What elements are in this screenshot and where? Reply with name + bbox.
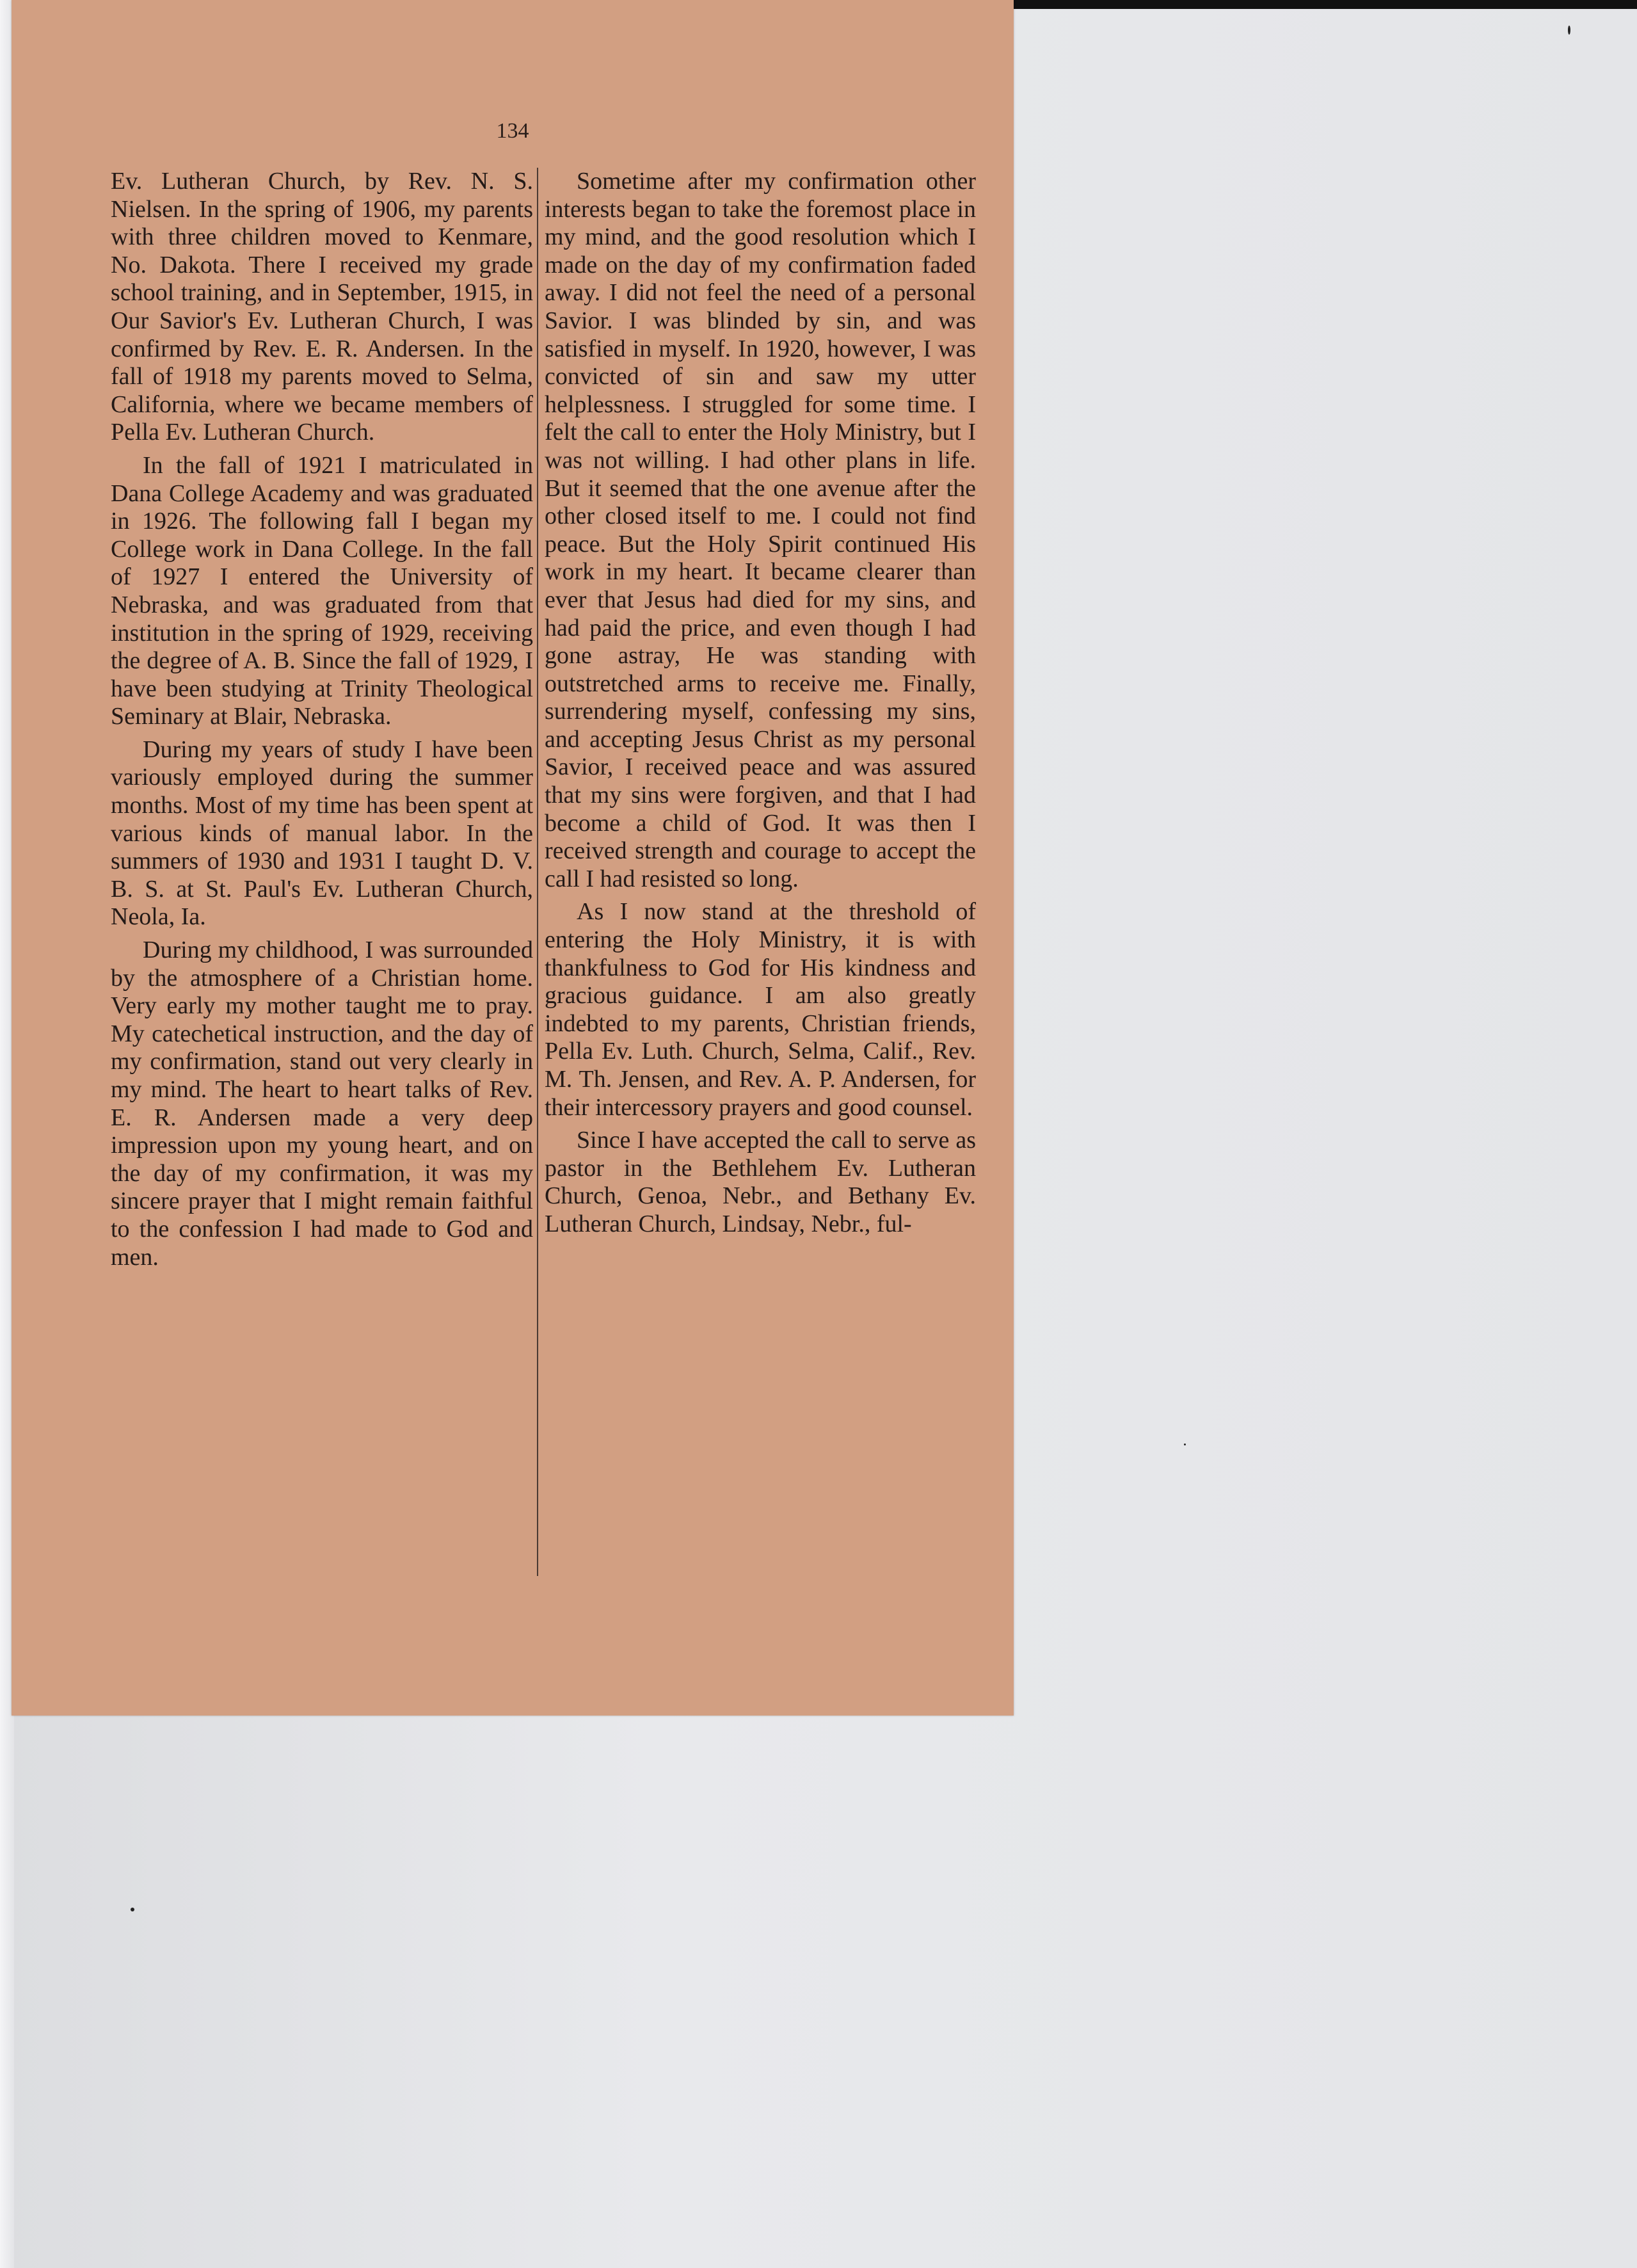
left-paragraph-4: During my childhood, I was surrounded by the atmosphere of a Christian home. Very early my mother taught me to pray. My catechetical instruction, and the day of my confirmation, stand out very clearly in my mind. The heart to heart talks of Rev. E. R. Andersen made a very deep impression upon my young heart, and on the day of my confirmation, it was my sincere prayer that I might remain faithful to the confession I had made to God and men. — [111, 937, 533, 1271]
right-paragraph-2: As I now stand at the threshold of entering the Holy Ministry, it is with thankfulness to God for His kindness and gracious guidance. I am also greatly indebted to my parents, Christian friends, Pella Ev. Luth. Church, Selma, Calif., Rev. M. Th. Jensen, and Rev. A. P. Andersen, for their intercessory prayers and good counsel. — [545, 898, 976, 1121]
document-page — [12, 0, 1014, 1716]
column-divider — [537, 168, 538, 1576]
right-paragraph-1: Sometime after my confirmation other interests began to take the foremost place in my mind, and the good resolution which I made on the day of my confirmation faded away. I did not feel the need of a personal Savior. I was blinded by sin, and was satisfied in myself. In 1920, however, I was convicted of sin and saw my utter helplessness. I struggled for some time. I felt the call to enter the Holy Ministry, but I was not willing. I had other plans in life. But it seemed that the one avenue after the other closed itself to me. I could not find peace. But the Holy Spirit continued His work in my heart. It became clearer than ever that Jesus had died for my sins, and had paid the price, and even though I had gone astray, He was standing with outstretched arms to receive me. Finally, surrendering myself, confessing my sins, and accepting Jesus Christ as my personal Savior, I received peace and was assured that my sins were forgiven, and that I had become a child of God. It was then I received strength and courage to accept the call I had resisted so long. — [545, 168, 976, 892]
page-number: 134 — [496, 119, 529, 143]
right-column — [545, 168, 976, 1244]
left-column — [111, 168, 533, 1276]
left-paragraph-1: Ev. Lutheran Church, by Rev. N. S. Nielsen. In the spring of 1906, my parents with three children moved to Kenmare, No. Dakota. There I received my grade school training, and in September, 1915, in Our Savior's Ev. Lutheran Church, I was confirmed by Rev. E. R. Andersen. In the fall of 1918 my parents moved to Selma, California, where we became members of Pella Ev. Lutheran Church. — [111, 168, 533, 446]
dust-speck — [131, 1908, 134, 1911]
left-paragraph-3: During my years of study I have been variously employed during the summer months. Most of my time has been spent at various kinds of manual labor. In the summers of 1930 and 1931 I taught D. V. B. S. at St. Paul's Ev. Lutheran Church, Neola, Ia. — [111, 736, 533, 931]
left-paragraph-2: In the fall of 1921 I matriculated in Dana College Academy and was graduated in 1926. The following fall I began my College work in Dana College. In the fall of 1927 I entered the University of Nebraska, and was graduated from that institution in the spring of 1929, receiving the degree of A. B. Since the fall of 1929, I have been studying at Trinity Theological Seminary at Blair, Nebraska. — [111, 451, 533, 730]
right-paragraph-3: Since I have accepted the call to serve as pastor in the Bethlehem Ev. Lutheran Church, Genoa, Nebr., and Bethany Ev. Lutheran Church, Lindsay, Nebr., ful- — [545, 1127, 976, 1237]
dust-speck — [1184, 1444, 1186, 1445]
dust-speck — [1568, 26, 1570, 35]
